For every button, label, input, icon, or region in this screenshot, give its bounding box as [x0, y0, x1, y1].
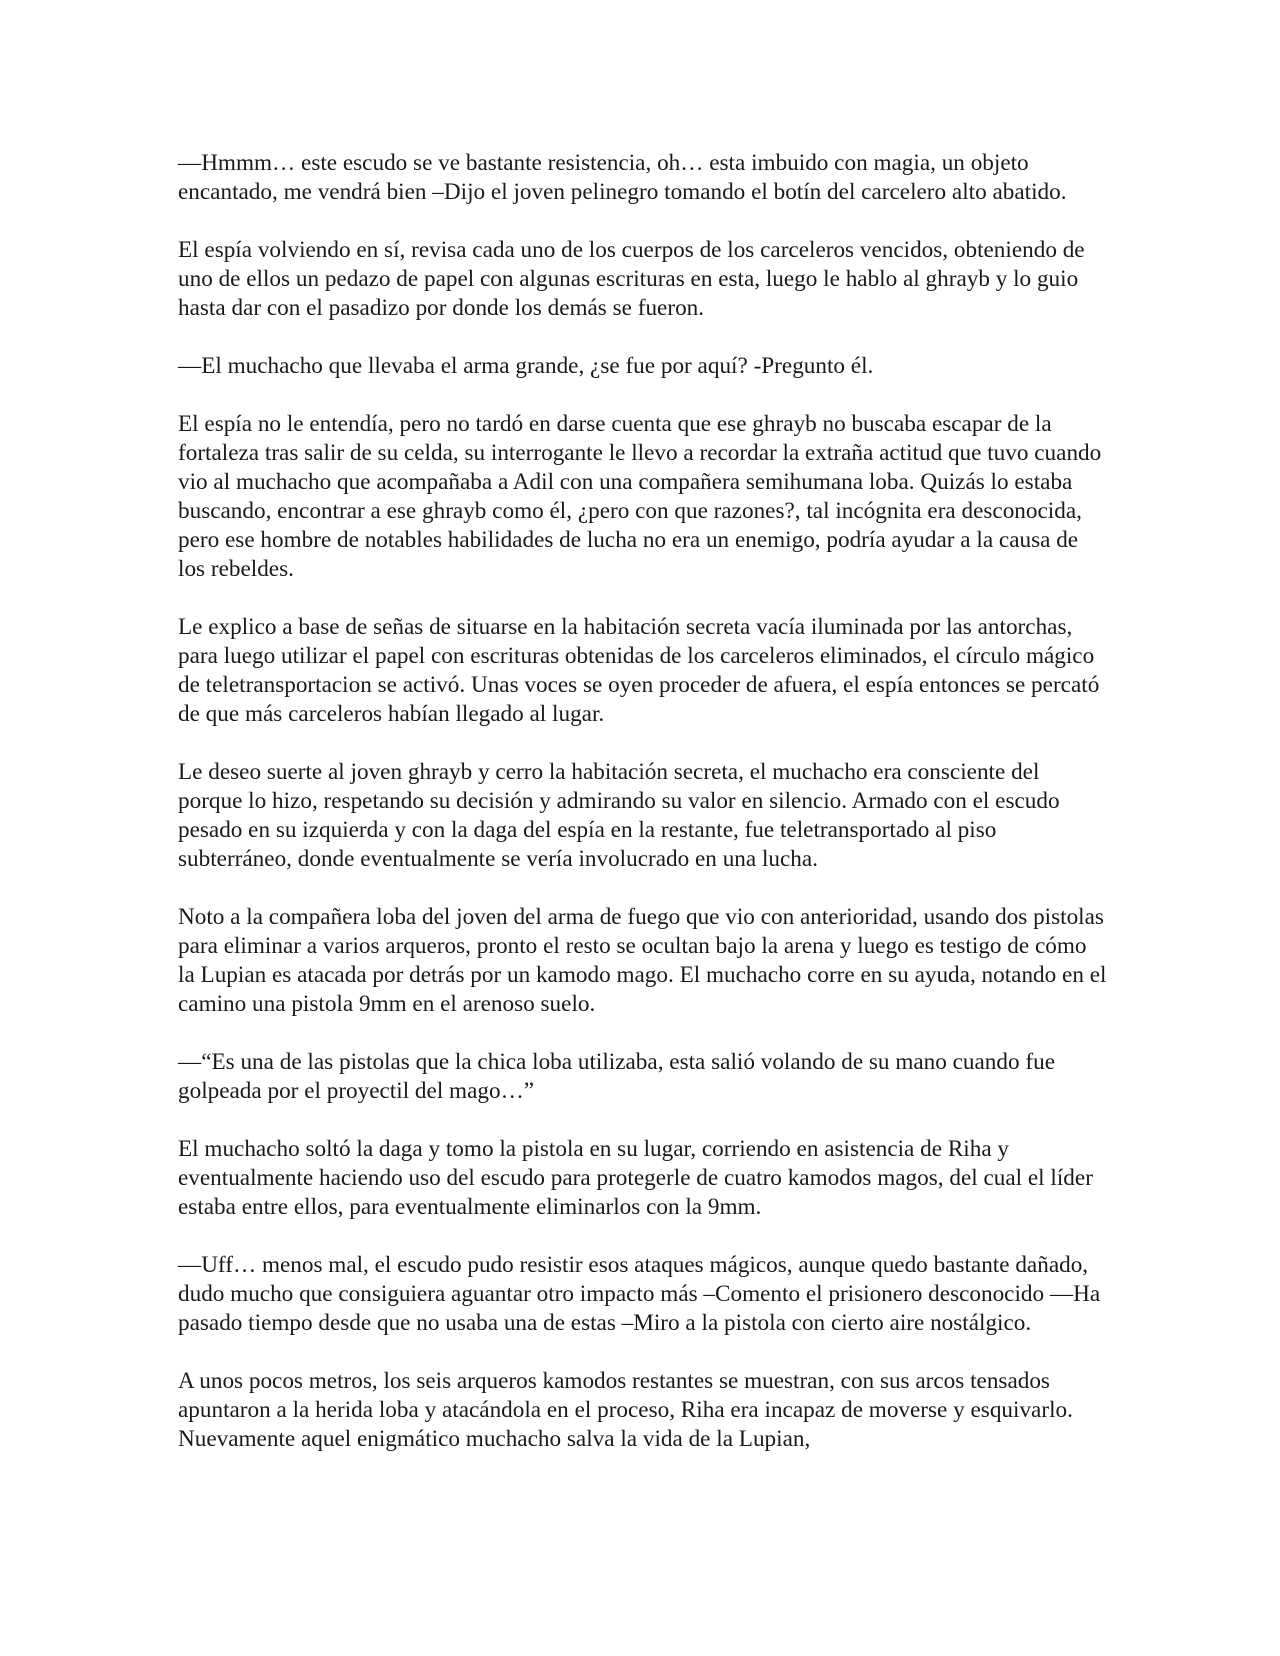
paragraph-10: —Uff… menos mal, el escudo pudo resistir esos ataques mágicos, aunque quedo bastante dañado, dudo mucho que consiguiera aguantar otro impacto más –Comento el prisionero desconocido —Ha pasado tiempo desde que no usaba una de estas –Miro a la pistola con cierto aire nostálgico. [178, 1252, 1101, 1336]
document-body [178, 149, 1108, 1483]
paragraph-3: —El muchacho que llevaba el arma grande, ¿se fue por aquí? -Pregunto él. [178, 353, 874, 379]
paragraph-9: El muchacho soltó la daga y tomo la pistola en su lugar, corriendo en asistencia de Riha y eventualmente haciendo uso del escudo para protegerle de cuatro kamodos magos, del cual el líder estaba entre ellos, para eventualmente eliminarlos con la 9mm. [178, 1136, 1093, 1220]
paragraph-4: El espía no le entendía, pero no tardó en darse cuenta que ese ghrayb no buscaba escapar de la fortaleza tras salir de su celda, su interrogante le llevo a recordar la extraña actitud que tuvo cuando vio al muchacho que acompañaba a Adil con una compañera semihumana loba. Quizás lo estaba buscando, encontrar a ese ghrayb como él, ¿pero con que razones?, tal incógnita era desconocida, pero ese hombre de notables habilidades de lucha no era un enemigo, podría ayudar a la causa de los rebeldes. [178, 411, 1102, 582]
paragraph-7: Noto a la compañera loba del joven del arma de fuego que vio con anterioridad, usando dos pistolas para eliminar a varios arqueros, pronto el resto se ocultan bajo la arena y luego es testigo de cómo la Lupian es atacada por detrás por un kamodo mago. El muchacho corre en su ayuda, notando en el camino una pistola 9mm en el arenoso suelo. [178, 904, 1107, 1017]
paragraph-5: Le explico a base de señas de situarse en la habitación secreta vacía iluminada por las antorchas, para luego utilizar el papel con escrituras obtenidas de los carceleros eliminados, el círculo mágico de teletransportacion se activó. Unas voces se oyen proceder de afuera, el espía entonces se percató de que más carceleros habían llegado al lugar. [178, 614, 1100, 727]
paragraph-1: —Hmmm… este escudo se ve bastante resistencia, oh… esta imbuido con magia, un objeto encantado, me vendrá bien –Dijo el joven pelinegro tomando el botín del carcelero alto abatido. [178, 150, 1067, 205]
paragraph-8: —“Es una de las pistolas que la chica loba utilizaba, esta salió volando de su mano cuando fue golpeada por el proyectil del mago…” [178, 1049, 1055, 1104]
paragraph-11: A unos pocos metros, los seis arqueros kamodos restantes se muestran, con sus arcos tensados apuntaron a la herida loba y atacándola en el proceso, Riha era incapaz de moverse y esquivarlo. Nuevamente aquel enigmático muchacho salva la vida de la Lupian, [178, 1368, 1073, 1452]
paragraph-2: El espía volviendo en sí, revisa cada uno de los cuerpos de los carceleros vencidos, obteniendo de uno de ellos un pedazo de papel con algunas escrituras en esta, luego le hablo al ghrayb y lo guio hasta dar con el pasadizo por donde los demás se fueron. [178, 237, 1085, 321]
paragraph-6: Le deseo suerte al joven ghrayb y cerro la habitación secreta, el muchacho era consciente del porque lo hizo, respetando su decisión y admirando su valor en silencio. Armado con el escudo pesado en su izquierda y con la daga del espía en la restante, fue teletransportado al piso subterráneo, donde eventualmente se vería involucrado en una lucha. [178, 759, 1060, 872]
